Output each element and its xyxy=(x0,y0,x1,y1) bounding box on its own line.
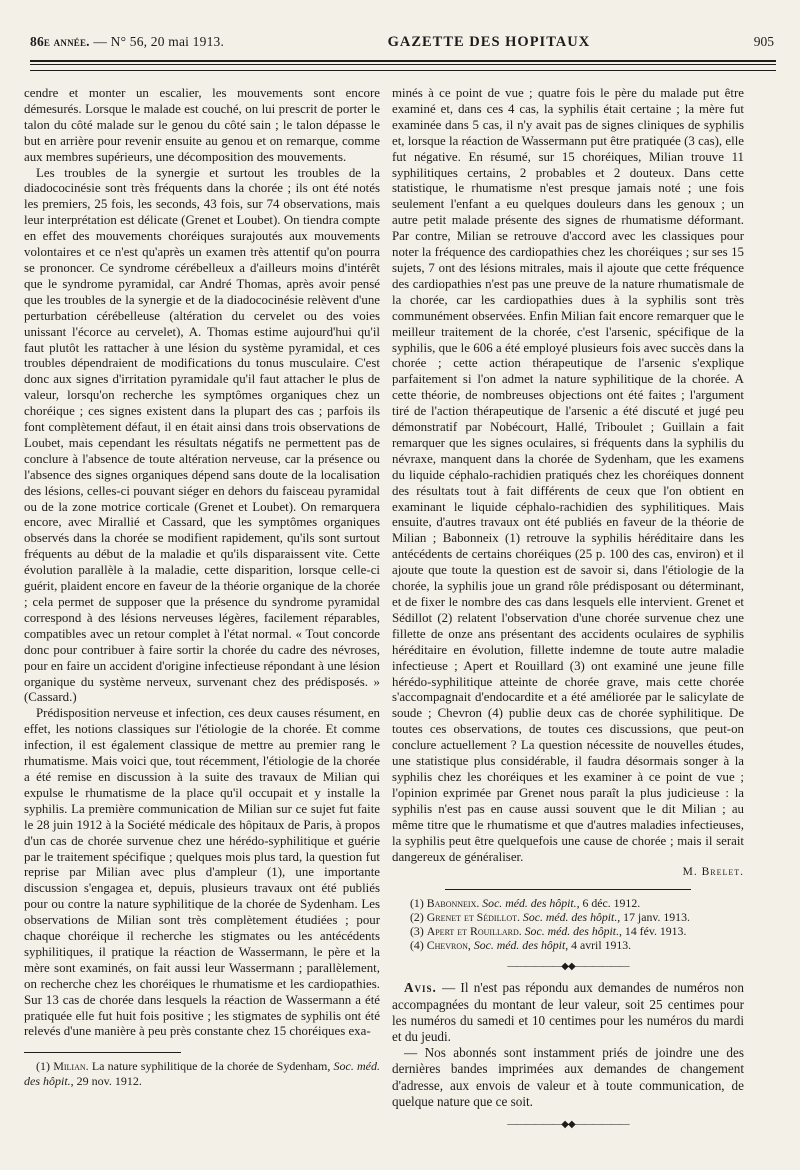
year-label: 86e année. xyxy=(30,34,90,49)
footnote-number: (3) xyxy=(410,924,424,939)
header-rule xyxy=(30,70,776,71)
footnote-author: Chevron, xyxy=(426,938,471,953)
footnote-source: Soc. méd. des hôpit. xyxy=(522,910,618,925)
signature: M. Brelet. xyxy=(682,866,744,879)
footnote-number: (2) xyxy=(410,910,424,925)
page-header xyxy=(30,34,774,54)
footnote xyxy=(24,1059,380,1088)
footnote-number: (1) xyxy=(36,1059,50,1074)
journal-title: GAZETTE DES HOPITAUX xyxy=(387,34,591,50)
footnote-date: , 4 avril 1913. xyxy=(565,938,632,953)
page-number: 905 xyxy=(753,34,774,49)
notice-paragraph xyxy=(392,980,744,1045)
footnote-rule xyxy=(445,889,691,890)
footnote-date: , 14 fév. 1913. xyxy=(619,924,687,939)
footnote-source: Soc. méd. des hôpit. xyxy=(524,924,620,939)
footnote-source: Soc. méd. des hôpit. xyxy=(24,1059,380,1088)
paragraph: Les troubles de la synergie et surtout les troubles de la diadococinésie sont très fréquents dans la chorée ; ils ont été notés les premiers, 25 fois, les seconds, 43 fois, sur 74 observations, mais leur interprétation est délicate (Grenet et Loubet). On tiendra compte en effet des mouvements choréiques surajoutés aux mouvements volontaires et ce n'est qu'après un examen très attentif qu'on pourra se prononcer. Ce syndrome cérébelleux a d'ailleurs moins d'intérêt que le syndrome pyramidal, car André Thomas, après avoir pensé que les troubles de la synergie et de la diadococinésie relèvent d'une perturbation cérébelleuse (altération du cervelet ou des voies unissant l'écorce au cervelet), A. Thomas estime aujourd'hui qu'il faut plutôt les rattacher à une lésion du système pyramidal, et ces troubles dépendraient de modifications du tonus musculaire. C'est donc aux signes d'irritation pyramidale qu'il faut attacher le plus de valeur, lorsqu'on recherche les symptômes organiques chez un choréique ; ces signes existent dans la plupart des cas ; parfois ils font complètement défaut, il en était ainsi dans trois observations de Loubet, mais cependant les résultats négatifs ne permettent pas de conclure à l'absence de toute altération nerveuse, car la présence ou l'absence des signes organiques dépend sans doute de la localisation des lésions, celles-ci pouvant siéger en dehors du faisceau pyramidal ou de la zone motrice corticale (Grenet et Loubet). On remarquera encore, avec Mirallié et Cassard, que les symptômes organiques observés dans la chorée se modifient rapidement, qu'ils sont surtout fréquents au début de la maladie et qu'ils disparaissent vite. Cette évolution parallèle à la maladie, cette disparition, lorsque celle-ci guérit, plaident encore en faveur de la théorie organique de la chorée ; cela permet de supposer que la présence du syndrome pyramidal correspond à des lésions nerveuses légères, facilement réparables, compatibles avec un retour complet à l'état normal. « Tout concorde donc pour contribuer à faire sortir la chorée du cadre des névroses, pour en faire un accident d'origine infectieuse répondant à une lésion organique du système nerveux, survenant chez des prédisposés. » (Cassard.) xyxy=(24,165,380,705)
footnote-author: Grenet et Sédillot. xyxy=(426,910,520,925)
ornament-divider: ——————◆◆—————— xyxy=(507,961,629,973)
footnote-source: Soc. méd. des hôpit. xyxy=(482,896,577,911)
footnote-author: Milian. xyxy=(53,1059,89,1074)
header-rule xyxy=(30,60,776,62)
paragraph: minés à ce point de vue ; quatre fois le père du malade put être examiné et, dans ces 4 cas, la syphilis était certaine ; la mère fut examinée dans 5 cas, il n'y avait pas de signes cliniques de syphilis et, lorsque la réaction de Wassermann put être pratiquée (3 cas), elle fut négative. En résumé, sur 15 choréiques, Milian trouve 11 syphilitiques certains, 2 probables et 2 douteux. Dans cette statistique, le rhumatisme n'est presque jamais noté ; une fois seulement l'enfant a eu quelques douleurs dans les genoux ; un autre petit malade présente des signes de rhumatisme déformant. Par contre, Milian se retrouve d'accord avec les classiques pour noter la fréquence des cardiopathies chez les choréiques ; sur ses 15 sujets, 7 ont des lésions mitrales, mais il ajoute que cette fréquence des cardiopathies n'est pas une preuve de la nature rhumatismale de la chorée, car les cardiopathies dues à la syphilis sont très communément observées. Enfin Milian fait encore remarquer que le meilleur traitement de la chorée, c'est l'arsenic, spécifique de la syphilis, que le 606 a été employé plusieurs fois avec succès dans la chorée ; cette action thérapeutique de l'arsenic s'explique parfaitement si l'on admet la nature syphilitique de la chorée. A cette théorie, de nombreuses objections ont été faites ; l'argument tiré de l'action thérapeutique de l'arsenic a été discuté et jugé peu démonstratif par Nobécourt, Hallé, Triboulet ; Guillain a fait remarquer que les signes oculaires, si fréquents dans la syphilis du névraxe, manquent dans la chorée de Sydenham, que les examens du liquide céphalo-rachidien pratiqués chez les choréiques donnent des résultats tout à fait différents de ceux que l'on obtient en examinant le liquide céphalo-rachidien des syphilitiques. Mais ensuite, d'autres travaux ont été publiés en faveur de la théorie de Milian ; Babonneix (1) retrouve la syphilis héréditaire dans les antécédents de certains choréiques (25 p. 100 des cas, environ) et il ajoute que toute la question est de savoir si, dans l'étiologie de la chorée, la syphilis joue un grand rôle prédisposant ou déterminant, et de fixer le nombre des cas dans lesquels elle intervient. Grenet et Sédillot (2) relatent l'observation d'une chorée survenue chez une fillette de onze ans présentant des accidents oculaires de syphilis héréditaire en évolution, fillette indemne de toute autre maladie infectieuse ; Apert et Rouillard (3) ont examiné une jeune fille hérédo-syphilitique atteinte de chorée grave, mais cette chorée s'accompagnait d'endocardite et a été améliorée par le salicylate de soude ; Chevron (4) publie deux cas de chorée syphilitique. De toutes ces observations, de toutes ces discussions, que peut-on conclure actuellement ? La question nécessite de nouvelles études, une statistique plus considérable, il faudra désormais songer à la syphilis chez les choréiques et les examiner à ce point de vue ; l'opinion exprimée par Grenet nous paraît la plus judicieuse : la syphilis n'est pas en cause aussi souvent que le dit Milian ; au même titre que le rhumatisme et que d'autres maladies infectieuses, la syphilis peut être quelquefois une cause de chorée ; mais il serait dangereux de généraliser. xyxy=(392,86,744,864)
ornament-divider: ——————◆◆—————— xyxy=(507,1118,629,1130)
paragraph: Prédisposition nerveuse et infection, ces deux causes résument, en effet, les notions classiques sur l'étiologie de la chorée. Et comme infection, il est également classique de mettre au premier rang le rhumatisme. Mais voici que, tout récemment, l'étiologie de la chorée a été remise en discussion à la suite des travaux de Milian qui expulse le rhumatisme de la place qu'il occupait et y installe la syphilis. La première communication de Milian sur ce sujet fut faite le 28 juin 1912 à la Société médicale des hôpitaux de Paris, à propos d'un cas de chorée survenue chez une hérédo-syphilitique et guérie par le traitement spécifique ; quelques mois plus tard, la question fut reprise par Milian avec plus d'ampleur (1), une importante discussion s'engagea et, depuis, plusieurs travaux ont été publiés pour ou contre la nature syphilitique de la chorée de Sydenham. Les observations de Milian sont très complètement étudiées ; pour chaque choréique il recherche les stigmates ou les antécédents syphilitiques, il pratique la réaction de Wassermann, le père et la mère sont examinés, on fait aussi leur Wassermann ; parallèlement, on recherche chez les choréiques le rhumatisme et les cardiopathies. Sur 13 cas de chorée dans lesquels la réaction de Wassermann a été pratiquée elle fut huit fois positive ; les stigmates de syphilis ont été relevés d'une manière à peu près constante chez 15 choréiques exa- xyxy=(24,706,380,1039)
footnote-number: (1) xyxy=(410,896,424,911)
footnote-number: (4) xyxy=(410,938,424,953)
footnote xyxy=(398,924,744,938)
footnote xyxy=(398,896,744,910)
issue-number: — N° 56, 20 mai 1913. xyxy=(93,34,225,49)
footnote-author: Apert et Rouillard. xyxy=(426,924,522,939)
footnote xyxy=(398,910,744,924)
header-rule xyxy=(30,64,776,65)
footnote-rule xyxy=(24,1052,181,1053)
footnote-source: Soc. méd. des hôpit xyxy=(473,938,566,953)
notice-label: Avis. xyxy=(404,980,437,996)
footnote xyxy=(398,938,744,952)
footnote-date: , 17 janv. 1913. xyxy=(617,910,690,925)
footnote-date: , 6 déc. 1912. xyxy=(576,896,641,911)
footnote-list xyxy=(392,896,744,952)
footnote-text: La nature syphilitique de la chorée de Sydenham, xyxy=(88,1059,334,1074)
paragraph: cendre et monter un escalier, les mouvements sont encore démesurés. Lorsque le malade est couché, on lui prescrit de porter le talon du côté malade sur le genou du côté sain ; le talon dépasse le but en arrière pour revenir ensuite au genou et on remarque, comme aux membres supérieurs, une décomposition des mouvements. xyxy=(24,86,380,164)
left-column xyxy=(24,86,380,1088)
footnote-author: Babonneix. xyxy=(426,896,480,911)
issue-info xyxy=(30,34,224,50)
right-column xyxy=(392,86,744,1138)
notice-text: — Il n'est pas répondu aux demandes de numéros non accompagnées du montant de leur valeur, soit 25 centimes pour les numéros du samedi et 10 centimes pour les numéros du mardi et du jeudi. xyxy=(392,980,744,1044)
footnote-date: , 29 nov. 1912. xyxy=(70,1073,142,1088)
notice-paragraph: — Nos abonnés sont instamment priés de joindre une des dernières bandes imprimées aux demandes de changement d'adresse, aux envois de valeur et à toute communication, de quelque nature que ce soit. xyxy=(392,1045,744,1109)
